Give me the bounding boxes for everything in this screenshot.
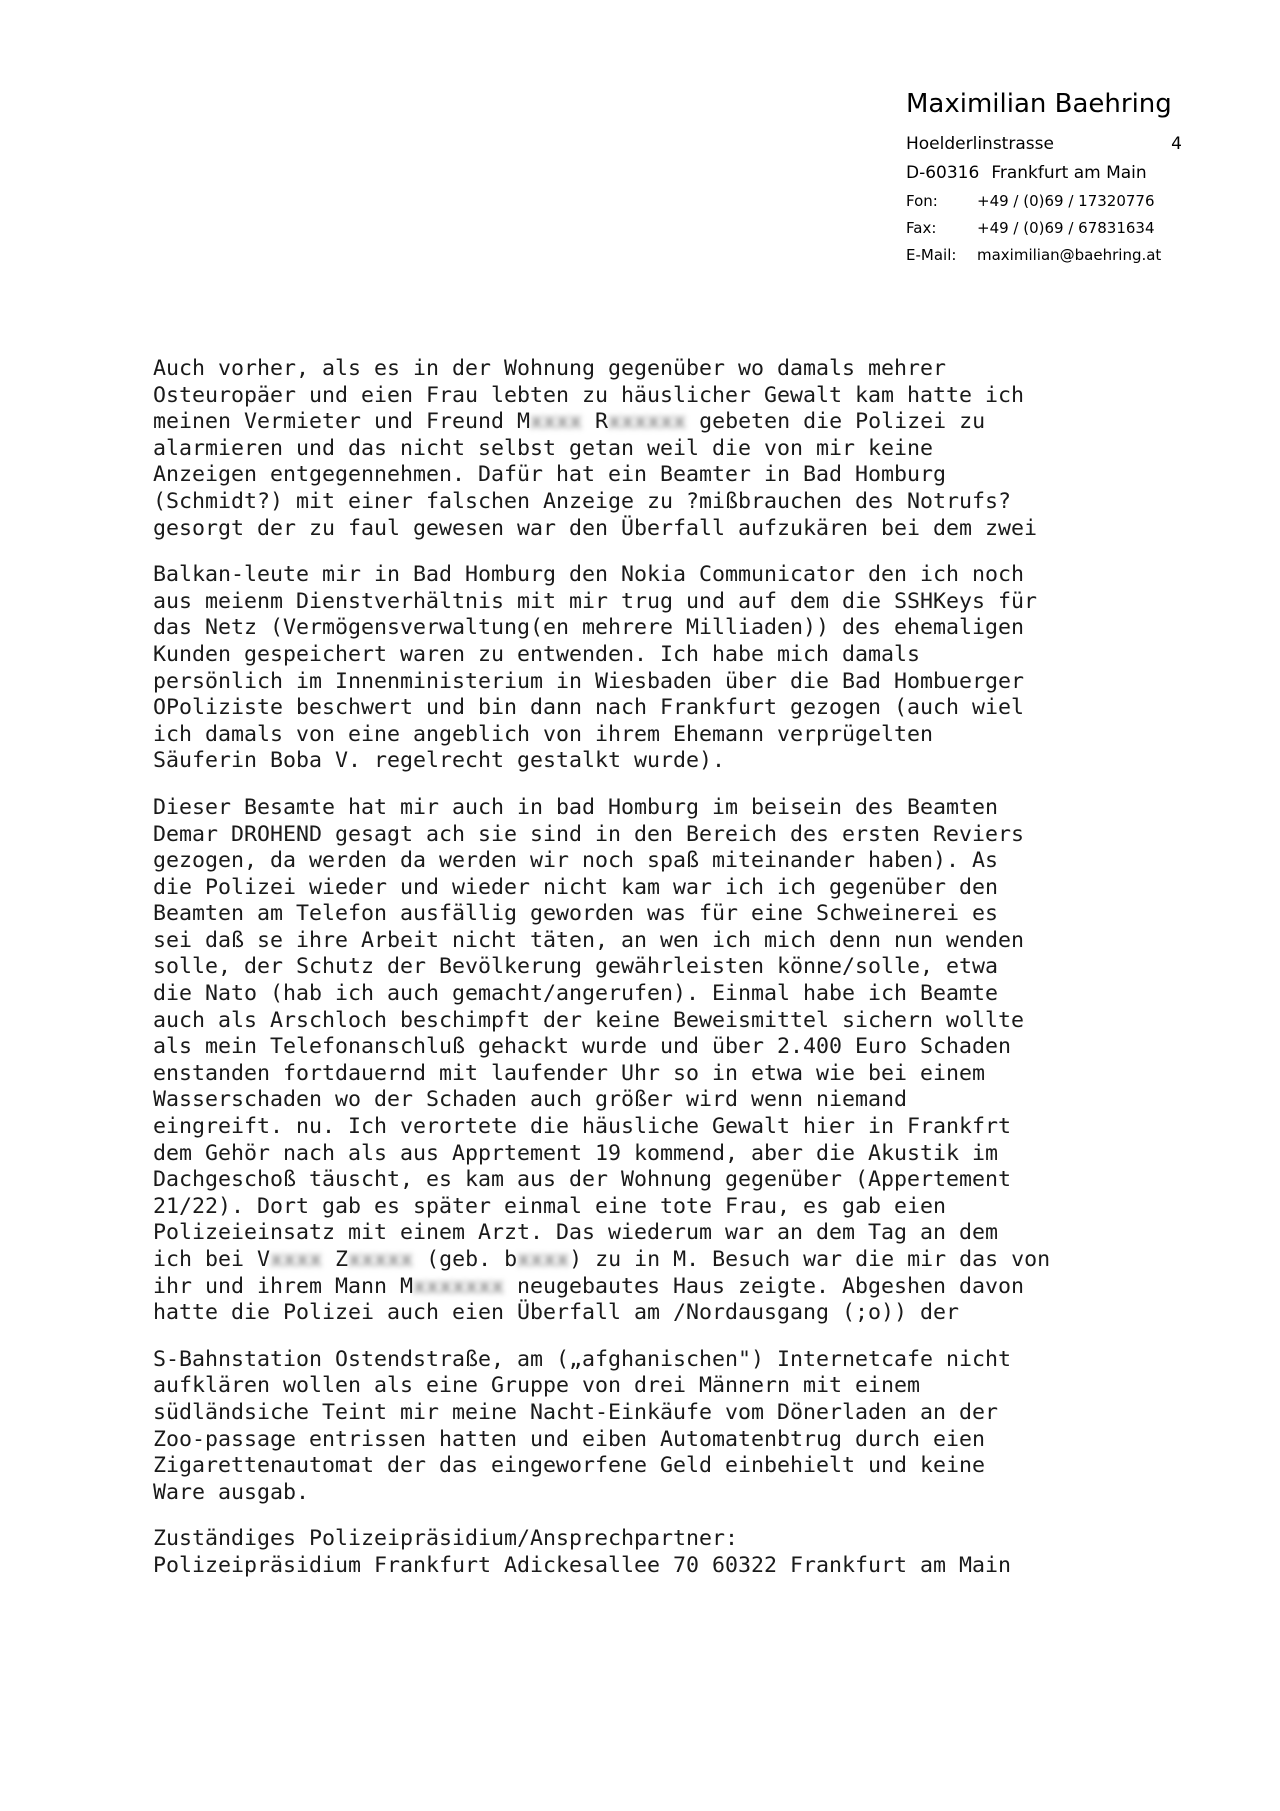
text-line <box>153 1034 1153 1061</box>
letterhead <box>906 86 1182 269</box>
sender-name: Maximilian Baehring <box>906 89 1172 119</box>
text-line <box>153 462 1153 489</box>
text-segment: Ware ausgab. <box>153 1479 310 1505</box>
text-segment: hatte die Polizei auch eien Überfall am /Nordausgang (;o)) der <box>153 1300 960 1326</box>
text-line <box>153 669 1153 696</box>
redacted-name: xxxxxx <box>608 409 687 435</box>
text-segment: das Netz (Vermögensverwaltung(en mehrere Milliaden)) des ehemaligen <box>153 615 1025 641</box>
redacted-name: xxxx <box>517 1247 570 1272</box>
text-segment: ich damals von eine angeblich von ihrem Ehemann verprügelten <box>153 721 934 747</box>
text-segment: sei daß se ihre Arbeit nicht täten, an wen ich mich denn nun wenden <box>153 927 1025 953</box>
text-segment: gebeten die Polizei zu <box>686 409 986 435</box>
sender-street-row <box>906 130 1182 159</box>
text-segment: ich bei V <box>153 1247 271 1272</box>
text-segment: ihr und ihrem Mann M <box>153 1273 414 1299</box>
text-segment: Wasserschaden wo der Schaden auch größer wird wenn niemand <box>153 1087 908 1113</box>
text-line <box>153 695 1153 722</box>
text-line <box>153 1400 1153 1427</box>
text-line <box>153 1373 1153 1400</box>
text-segment: dem Gehör nach als aus Apprtement 19 kommend, aber die Akustik im <box>153 1140 999 1166</box>
text-line <box>153 1553 1153 1580</box>
text-line <box>153 901 1153 928</box>
letter-body <box>153 356 1153 1600</box>
text-line <box>153 981 1153 1008</box>
contact-fax-label: Fax: <box>906 219 937 237</box>
redacted-name: xxxxx <box>348 1247 414 1272</box>
text-segment: solle, der Schutz der Bevölkerung gewährleisten könne/solle, etwa <box>153 954 999 980</box>
text-line <box>153 954 1153 981</box>
text-segment: S-Bahnstation Ostendstraße, am („afghanischen") Internetcafe nicht <box>153 1346 1012 1372</box>
text-segment: Balkan-leute mir in Bad Homburg den Nokia Communicator den ich noch <box>153 562 1025 588</box>
text-segment: Polizeieinsatz mit einem Arzt. Das wiederum war an dem Tag an dem <box>153 1220 999 1246</box>
text-line <box>153 409 1153 436</box>
text-segment: R <box>582 409 609 435</box>
text-line <box>153 562 1153 589</box>
contact-phone-value: +49 / (0)69 / 17320776 <box>977 192 1155 210</box>
sender-postal-code: D-60316 <box>906 163 980 183</box>
text-segment: die Nato (hab ich auch gemacht/angerufen). Einmal habe ich Beamte <box>153 981 999 1007</box>
letter-paragraph <box>153 1526 1153 1579</box>
text-line <box>153 356 1153 383</box>
contact-email-label: E-Mail: <box>906 246 957 264</box>
contact-fax-value: +49 / (0)69 / 67831634 <box>977 219 1155 237</box>
text-line <box>153 1526 1153 1553</box>
text-line <box>153 795 1153 822</box>
text-segment: 21/22). Dort gab es später einmal eine tote Frau, es gab eien <box>153 1193 947 1219</box>
text-segment: Zoo-passage entrissen hatten und eiben Automatenbtrug durch eien <box>153 1426 986 1452</box>
sender-street: Hoelderlinstrasse <box>906 134 1054 154</box>
text-segment: (Schmidt?) mit einer falschen Anzeige zu ?mißbrauchen des Notrufs? <box>153 488 1012 514</box>
letter-paragraph <box>153 795 1153 1327</box>
text-line <box>153 489 1153 516</box>
redacted-name: xxxxxxx <box>413 1273 505 1299</box>
text-line <box>153 1061 1153 1088</box>
text-segment: auch als Arschloch beschimpft der keine Beweismittel sichern wollte <box>153 1007 1025 1033</box>
text-segment: eingreift. nu. Ich verortete die häusliche Gewalt hier in Frankfrt <box>153 1114 1012 1140</box>
text-segment: Auch vorher, als es in der Wohnung gegenüber wo damals mehrer <box>153 356 947 381</box>
text-line <box>153 928 1153 955</box>
text-segment: Säuferin Boba V. regelrecht gestalkt wurde). <box>153 748 726 774</box>
text-segment: gesorgt der zu faul gewesen war den Überfall aufzukären bei dem zwei <box>153 515 1038 541</box>
contact-fax <box>906 215 1182 242</box>
text-segment: Polizeipräsidium Frankfurt Adickesallee 70 60322 Frankfurt am Main <box>153 1552 1012 1578</box>
text-line <box>153 436 1153 463</box>
text-segment: alarmieren und das nicht selbst getan weil die von mir keine <box>153 435 934 461</box>
text-segment: südländsiche Teint mir meine Nacht-Einkäufe vom Dönerladen an der <box>153 1399 999 1425</box>
text-line <box>153 1194 1153 1221</box>
text-segment: Z <box>322 1247 349 1272</box>
text-line <box>153 1141 1153 1168</box>
contact-email <box>906 242 1182 269</box>
contact-email-value: maximilian@baehring.at <box>977 246 1162 264</box>
text-line <box>153 1087 1153 1114</box>
text-line <box>153 748 1153 775</box>
text-line <box>153 1008 1153 1035</box>
text-segment: als mein Telefonanschluß gehackt wurde und über 2.400 Euro Schaden <box>153 1034 1012 1060</box>
text-segment: Anzeigen entgegennehmen. Dafür hat ein Beamter in Bad Homburg <box>153 462 947 488</box>
text-line <box>153 1453 1153 1480</box>
text-segment: (geb. b <box>413 1247 518 1272</box>
text-segment: meinen Vermieter und Freund M <box>153 409 531 435</box>
text-segment: Dachgeschoß täuscht, es kam aus der Wohnung gegenüber (Appertement <box>153 1167 1012 1193</box>
text-line <box>153 615 1153 642</box>
letter-paragraph <box>153 356 1153 542</box>
text-line <box>153 516 1153 543</box>
text-line <box>153 1427 1153 1454</box>
text-line <box>153 1480 1153 1507</box>
text-line <box>153 1300 1153 1327</box>
text-segment: Kunden gespeichert waren zu entwenden. Ich habe mich damals <box>153 641 921 667</box>
text-segment: Osteuropäer und eien Frau lebten zu häuslicher Gewalt kam hatte ich <box>153 382 1025 408</box>
text-segment: persönlich im Innenministerium in Wiesbaden über die Bad Hombuerger <box>153 668 1025 694</box>
text-segment: Demar DROHEND gesagt ach sie sind in den Bereich des ersten Reviers <box>153 821 1025 847</box>
text-segment: Zuständiges Polizeipräsidium/Ansprechpartner: <box>153 1526 739 1552</box>
text-segment: die Polizei wieder und wieder nicht kam war ich ich gegenüber den <box>153 874 999 900</box>
contact-phone <box>906 188 1182 215</box>
sender-city-row <box>906 159 1182 188</box>
text-line <box>153 1114 1153 1141</box>
text-segment: gezogen, da werden da werden wir noch spaß miteinander haben). As <box>153 848 999 874</box>
sender-house-number: 4 <box>1171 134 1182 154</box>
text-segment: Zigarettenautomat der das eingeworfene Geld einbehielt und keine <box>153 1453 986 1479</box>
text-segment: OPoliziste beschwert und bin dann nach Frankfurt gezogen (auch wiel <box>153 695 1025 721</box>
text-segment: aufklären wollen als eine Gruppe von drei Männern mit einem <box>153 1373 921 1399</box>
text-segment: Beamten am Telefon ausfällig geworden was für eine Schweinerei es <box>153 901 999 927</box>
text-line <box>153 1347 1153 1374</box>
text-segment: neugebautes Haus zeigte. Abgeshen davon <box>504 1273 1025 1299</box>
text-line <box>153 1247 1153 1274</box>
text-line <box>153 822 1153 849</box>
text-segment: ) zu in M. Besuch war die mir das von <box>569 1247 1051 1272</box>
text-line <box>153 1220 1153 1247</box>
text-segment: enstanden fortdauernd mit laufender Uhr so in etwa wie bei einem <box>153 1060 986 1086</box>
letter-paragraph <box>153 562 1153 775</box>
text-line <box>153 875 1153 902</box>
text-segment: Dieser Besamte hat mir auch in bad Homburg im beisein des Beamten <box>153 794 999 820</box>
text-line <box>153 848 1153 875</box>
redacted-name: xxxx <box>530 409 583 435</box>
text-line <box>153 589 1153 616</box>
letter-paragraph <box>153 1347 1153 1507</box>
redacted-name: xxxx <box>270 1247 323 1272</box>
text-line <box>153 1167 1153 1194</box>
contact-phone-label: Fon: <box>906 192 938 210</box>
text-line <box>153 1274 1153 1301</box>
text-line <box>153 642 1153 669</box>
text-segment: aus meienm Dienstverhältnis mit mir trug und auf dem die SSHKeys für <box>153 588 1038 614</box>
text-line <box>153 722 1153 749</box>
sender-city: Frankfurt am Main <box>991 163 1147 183</box>
text-line <box>153 383 1153 410</box>
